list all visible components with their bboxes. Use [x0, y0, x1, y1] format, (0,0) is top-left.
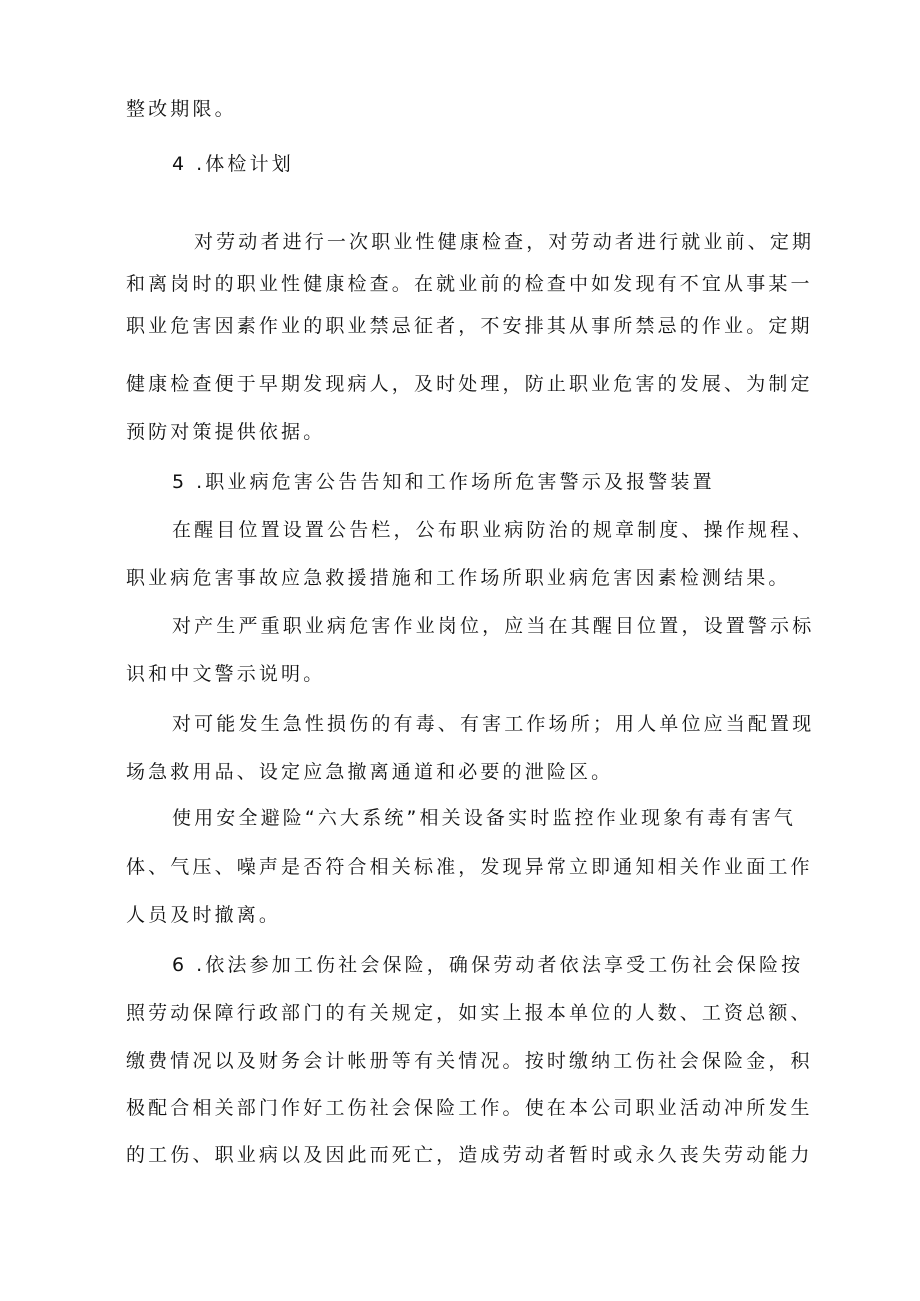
text-line: 对产生严重职业病危害作业岗位，应当在其醒目位置，设置警示标	[172, 615, 815, 637]
text-line: 和离岗时的职业性健康检查。在就业前的检查中如发现有不宜从事某一	[126, 273, 813, 295]
text-line: 使用安全避险“六大系统”相关设备实时监控作业现象有毒有害气	[172, 807, 797, 829]
section-heading-4	[172, 152, 852, 176]
text-line: 整改期限。	[126, 98, 237, 120]
section-heading-6	[172, 953, 852, 977]
text-line: 的工伤、职业病以及因此而死亡，造成劳动者暂时或永久丧失劳动能力	[126, 1144, 813, 1166]
section-number: 4	[172, 153, 185, 175]
section-title: .职业病危害公告告知和工作场所危害警示及报警装置	[196, 471, 715, 493]
section-title: .体检计划	[196, 153, 294, 175]
text-line: 场急救用品、设定应急撤离通道和必要的泄险区。	[126, 761, 614, 783]
section-number: 6	[172, 954, 185, 976]
text-line: 识和中文警示说明。	[126, 663, 326, 685]
text-line: 体、气压、噪声是否符合相关标准，发现异常立即通知相关作业面工作	[126, 856, 813, 878]
text-line: 照劳动保障行政部门的有关规定，如实上报本单位的人数、工资总额、	[126, 1002, 813, 1024]
section-number: 5	[172, 471, 185, 493]
section-heading-5	[172, 470, 852, 494]
text-line: 对劳动者进行一次职业性健康检查，对劳动者进行就业前、定期	[194, 231, 815, 253]
text-line: 对可能发生急性损伤的有毒、有害工作场所；用人单位应当配置现	[172, 713, 815, 735]
text-line: 人员及时撤离。	[126, 904, 282, 926]
section-title: .依法参加工伤社会保险，确保劳动者依法享受工伤社会保险按	[196, 954, 804, 976]
text-line: 缴费情况以及财务会计帐册等有关情况。按时缴纳工伤社会保险金，积	[126, 1050, 813, 1072]
text-line: 极配合相关部门作好工伤社会保险工作。使在本公司职业活动冲所发生	[126, 1097, 813, 1119]
text-line: 职业危害因素作业的职业禁忌征者，不安排其从事所禁忌的作业。定期	[126, 315, 813, 337]
text-line: 在醒目位置设置公告栏，公布职业病防治的规章制度、操作规程、	[172, 519, 815, 541]
text-line: 职业病危害事故应急救援措施和工作场所职业病危害因素检测结果。	[126, 567, 791, 589]
text-line: 预防对策提供依据。	[126, 421, 326, 443]
text-line: 健康检查便于早期发现病人，及时处理，防止职业危害的发展、为制定	[126, 373, 813, 395]
